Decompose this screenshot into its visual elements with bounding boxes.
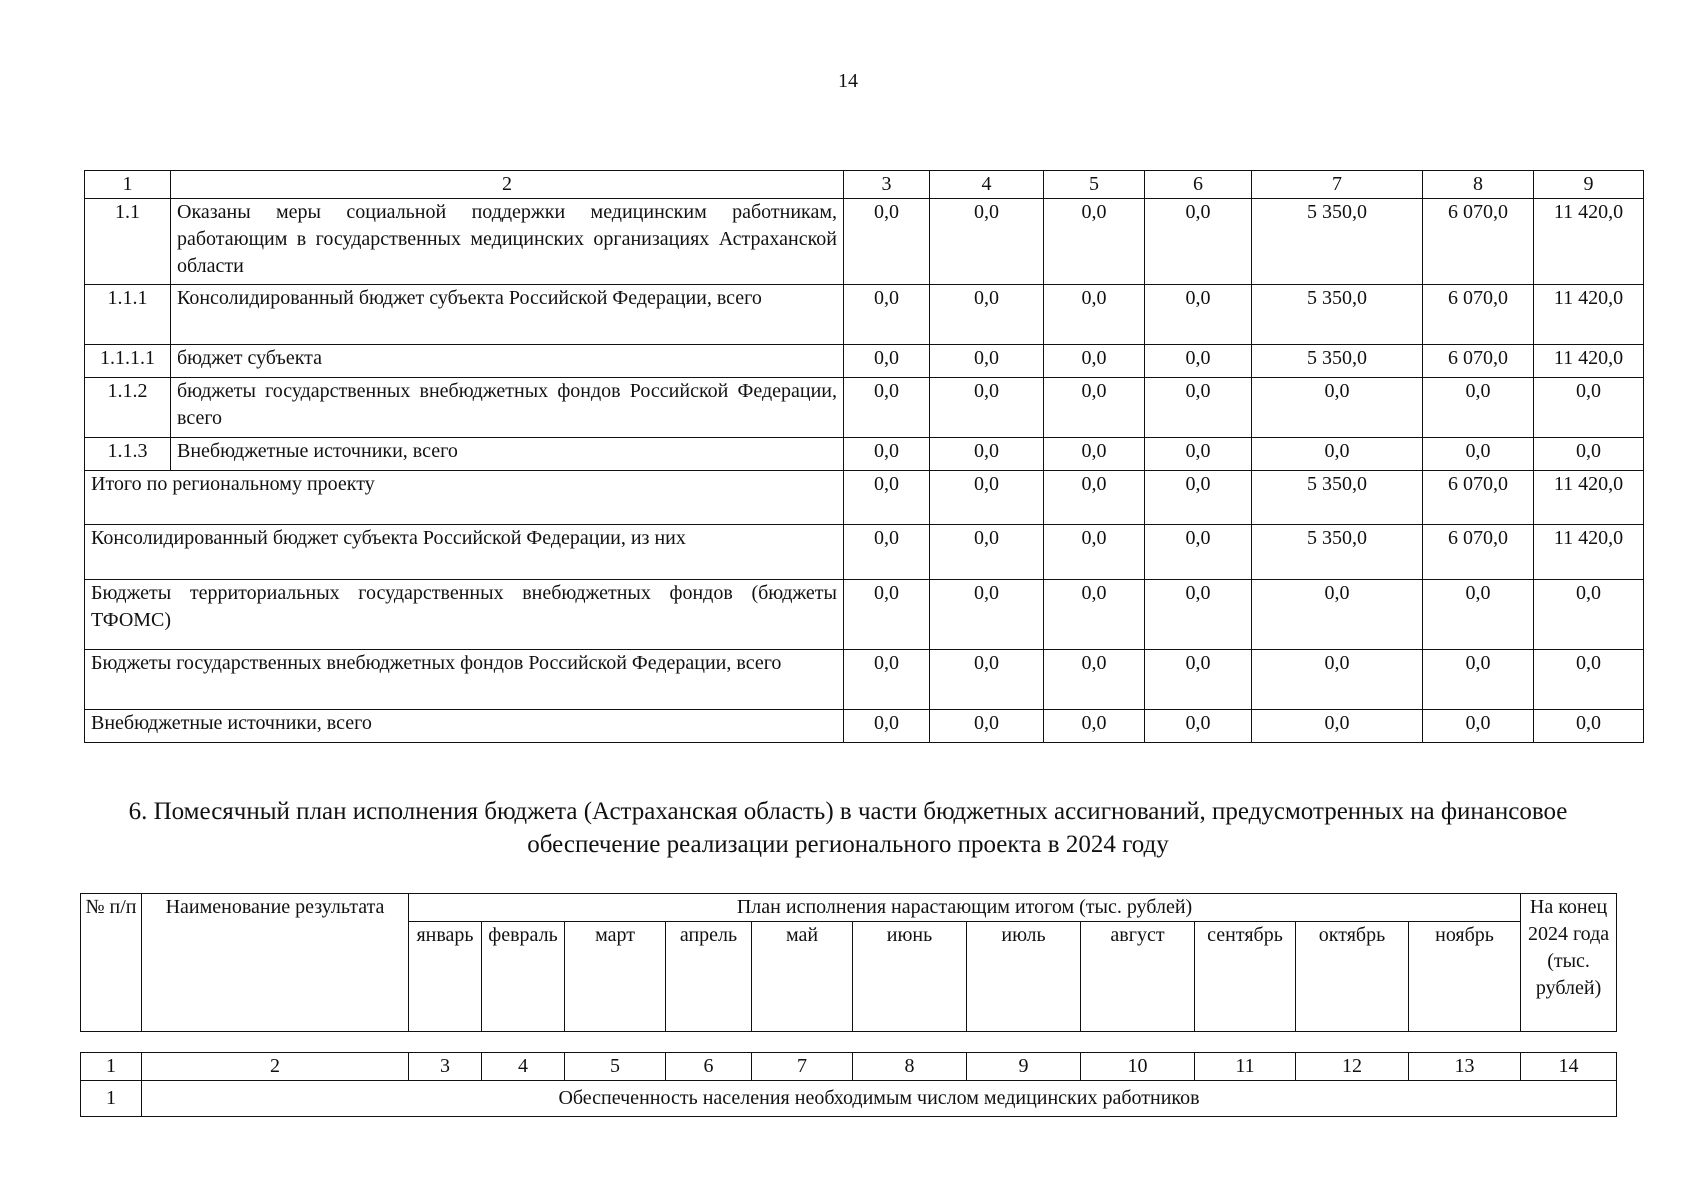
cell-value: 0,0 (844, 525, 930, 580)
month-header: октябрь (1296, 922, 1409, 1032)
table-row (85, 199, 1644, 285)
total-name: Бюджеты территориальных государственных внебюджетных фондов (бюджеты ТФОМС) (85, 580, 844, 650)
cell-value: 0,0 (844, 710, 930, 743)
cell-value: 0,0 (1423, 650, 1534, 710)
row-name: Оказаны меры социальной поддержки медицинским работникам, работающим в государственных медицинских организациях Астраханской области (171, 199, 844, 285)
column-number: 6 (1145, 171, 1252, 199)
table-row (85, 438, 1644, 471)
cell-value: 0,0 (844, 378, 930, 438)
cell-value: 11 420,0 (1534, 525, 1644, 580)
result-name: Обеспеченность населения необходимым числом медицинских работников (142, 1081, 1617, 1117)
cell-value: 5 350,0 (1252, 345, 1423, 378)
cell-value: 0,0 (1252, 378, 1423, 438)
cell-value: 11 420,0 (1534, 471, 1644, 525)
column-number: 4 (930, 171, 1044, 199)
row-name: Внебюджетные источники, всего (171, 438, 844, 471)
month-header: февраль (482, 922, 565, 1032)
cell-value: 0,0 (844, 285, 930, 345)
column-number: 2 (142, 1053, 409, 1081)
cell-value: 0,0 (930, 471, 1044, 525)
month-header: июнь (853, 922, 967, 1032)
header-name: Наименование результата (142, 894, 409, 1032)
month-header: март (565, 922, 666, 1032)
cell-value: 0,0 (1145, 525, 1252, 580)
table-row (85, 378, 1644, 438)
monthly-plan-header-table (80, 893, 1617, 1032)
month-header: апрель (666, 922, 752, 1032)
cell-value: 0,0 (1044, 710, 1145, 743)
row-name: бюджет субъекта (171, 345, 844, 378)
cell-value: 0,0 (1044, 345, 1145, 378)
column-number: 13 (1409, 1053, 1521, 1081)
cell-value: 6 070,0 (1423, 285, 1534, 345)
cell-value: 0,0 (844, 345, 930, 378)
column-number: 10 (1081, 1053, 1195, 1081)
column-number: 4 (482, 1053, 565, 1081)
month-header: май (752, 922, 853, 1032)
cell-value: 0,0 (1044, 525, 1145, 580)
cell-value: 6 070,0 (1423, 525, 1534, 580)
cell-value: 0,0 (1534, 650, 1644, 710)
table-row (85, 285, 1644, 345)
monthly-plan-table (80, 1052, 1617, 1117)
page-number: 14 (838, 70, 858, 92)
section-6-title: 6. Помесячный план исполнения бюджета (Астраханская область) в части бюджетных ассигнований, предусмотренных на финансовое обеспечение реализации регионального проекта в 2024 году (128, 798, 1568, 858)
cell-value: 0,0 (1252, 580, 1423, 650)
cell-value: 6 070,0 (1423, 345, 1534, 378)
cell-value: 0,0 (1145, 438, 1252, 471)
cell-value: 0,0 (930, 438, 1044, 471)
cell-value: 5 350,0 (1252, 525, 1423, 580)
cell-value: 0,0 (930, 199, 1044, 285)
column-number: 8 (1423, 171, 1534, 199)
cell-value: 0,0 (844, 199, 930, 285)
total-name: Консолидированный бюджет субъекта Российской Федерации, из них (85, 525, 844, 580)
cell-value: 0,0 (1044, 438, 1145, 471)
row-number: 1.1.1.1 (85, 345, 171, 378)
total-name: Внебюджетные источники, всего (85, 710, 844, 743)
cell-value: 0,0 (1044, 580, 1145, 650)
cell-value: 0,0 (1534, 580, 1644, 650)
column-number: 5 (565, 1053, 666, 1081)
month-header: июль (967, 922, 1081, 1032)
column-number: 14 (1521, 1053, 1617, 1081)
total-row (85, 525, 1644, 580)
cell-value: 0,0 (1252, 710, 1423, 743)
cell-value: 0,0 (1145, 345, 1252, 378)
total-name: Итого по региональному проекту (85, 471, 844, 525)
column-number: 3 (409, 1053, 482, 1081)
column-number: 6 (666, 1053, 752, 1081)
total-row (85, 580, 1644, 650)
cell-value: 0,0 (844, 650, 930, 710)
month-header: январь (409, 922, 482, 1032)
cell-value: 0,0 (1534, 378, 1644, 438)
cell-value: 0,0 (930, 285, 1044, 345)
cell-value: 6 070,0 (1423, 199, 1534, 285)
row-num: 1 (81, 1081, 142, 1117)
row-number: 1.1.3 (85, 438, 171, 471)
column-number: 9 (967, 1053, 1081, 1081)
cell-value: 0,0 (930, 525, 1044, 580)
cell-value: 5 350,0 (1252, 285, 1423, 345)
cell-value: 0,0 (1423, 580, 1534, 650)
cell-value: 6 070,0 (1423, 471, 1534, 525)
cell-value: 5 350,0 (1252, 471, 1423, 525)
cell-value: 0,0 (930, 710, 1044, 743)
cell-value: 0,0 (1423, 438, 1534, 471)
header-plan: План исполнения нарастающим итогом (тыс. рублей) (409, 894, 1521, 922)
column-number: 3 (844, 171, 930, 199)
cell-value: 0,0 (1044, 471, 1145, 525)
cell-value: 11 420,0 (1534, 199, 1644, 285)
cell-value: 0,0 (1145, 650, 1252, 710)
column-number: 11 (1195, 1053, 1296, 1081)
total-row (85, 471, 1644, 525)
cell-value: 0,0 (844, 438, 930, 471)
column-number: 12 (1296, 1053, 1409, 1081)
cell-value: 0,0 (1145, 580, 1252, 650)
column-number: 8 (853, 1053, 967, 1081)
cell-value: 0,0 (1252, 438, 1423, 471)
month-header: сентябрь (1195, 922, 1296, 1032)
cell-value: 11 420,0 (1534, 345, 1644, 378)
cell-value: 0,0 (1145, 710, 1252, 743)
column-number: 1 (85, 171, 171, 199)
month-header: ноябрь (1409, 922, 1521, 1032)
column-number: 2 (171, 171, 844, 199)
cell-value: 0,0 (930, 650, 1044, 710)
row-number: 1.1.2 (85, 378, 171, 438)
cell-value: 0,0 (1044, 285, 1145, 345)
cell-value: 0,0 (1145, 199, 1252, 285)
row-name: Консолидированный бюджет субъекта Российской Федерации, всего (171, 285, 844, 345)
cell-value: 0,0 (844, 471, 930, 525)
cell-value: 0,0 (1145, 378, 1252, 438)
header-num: № п/п (81, 894, 142, 1032)
column-number-row (85, 171, 1644, 199)
total-row (85, 710, 1644, 743)
cell-value: 0,0 (1145, 285, 1252, 345)
cell-value: 0,0 (930, 345, 1044, 378)
cell-value: 0,0 (1423, 710, 1534, 743)
budget-table (84, 170, 1644, 743)
cell-value: 0,0 (844, 580, 930, 650)
column-number: 5 (1044, 171, 1145, 199)
total-row (85, 650, 1644, 710)
row-number: 1.1 (85, 199, 171, 285)
cell-value: 5 350,0 (1252, 199, 1423, 285)
row-name: бюджеты государственных внебюджетных фондов Российской Федерации, всего (171, 378, 844, 438)
month-header: август (1081, 922, 1195, 1032)
cell-value: 0,0 (930, 580, 1044, 650)
cell-value: 11 420,0 (1534, 285, 1644, 345)
cell-value: 0,0 (1044, 650, 1145, 710)
header-end: На конец 2024 года (тыс. рублей) (1521, 894, 1617, 1032)
total-name: Бюджеты государственных внебюджетных фондов Российской Федерации, всего (85, 650, 844, 710)
column-number: 9 (1534, 171, 1644, 199)
column-number: 7 (1252, 171, 1423, 199)
table-row (85, 345, 1644, 378)
row-number: 1.1.1 (85, 285, 171, 345)
cell-value: 0,0 (1145, 471, 1252, 525)
column-number: 7 (752, 1053, 853, 1081)
cell-value: 0,0 (1534, 710, 1644, 743)
cell-value: 0,0 (1044, 378, 1145, 438)
cell-value: 0,0 (1252, 650, 1423, 710)
cell-value: 0,0 (930, 378, 1044, 438)
cell-value: 0,0 (1534, 438, 1644, 471)
cell-value: 0,0 (1423, 378, 1534, 438)
cell-value: 0,0 (1044, 199, 1145, 285)
column-number: 1 (81, 1053, 142, 1081)
